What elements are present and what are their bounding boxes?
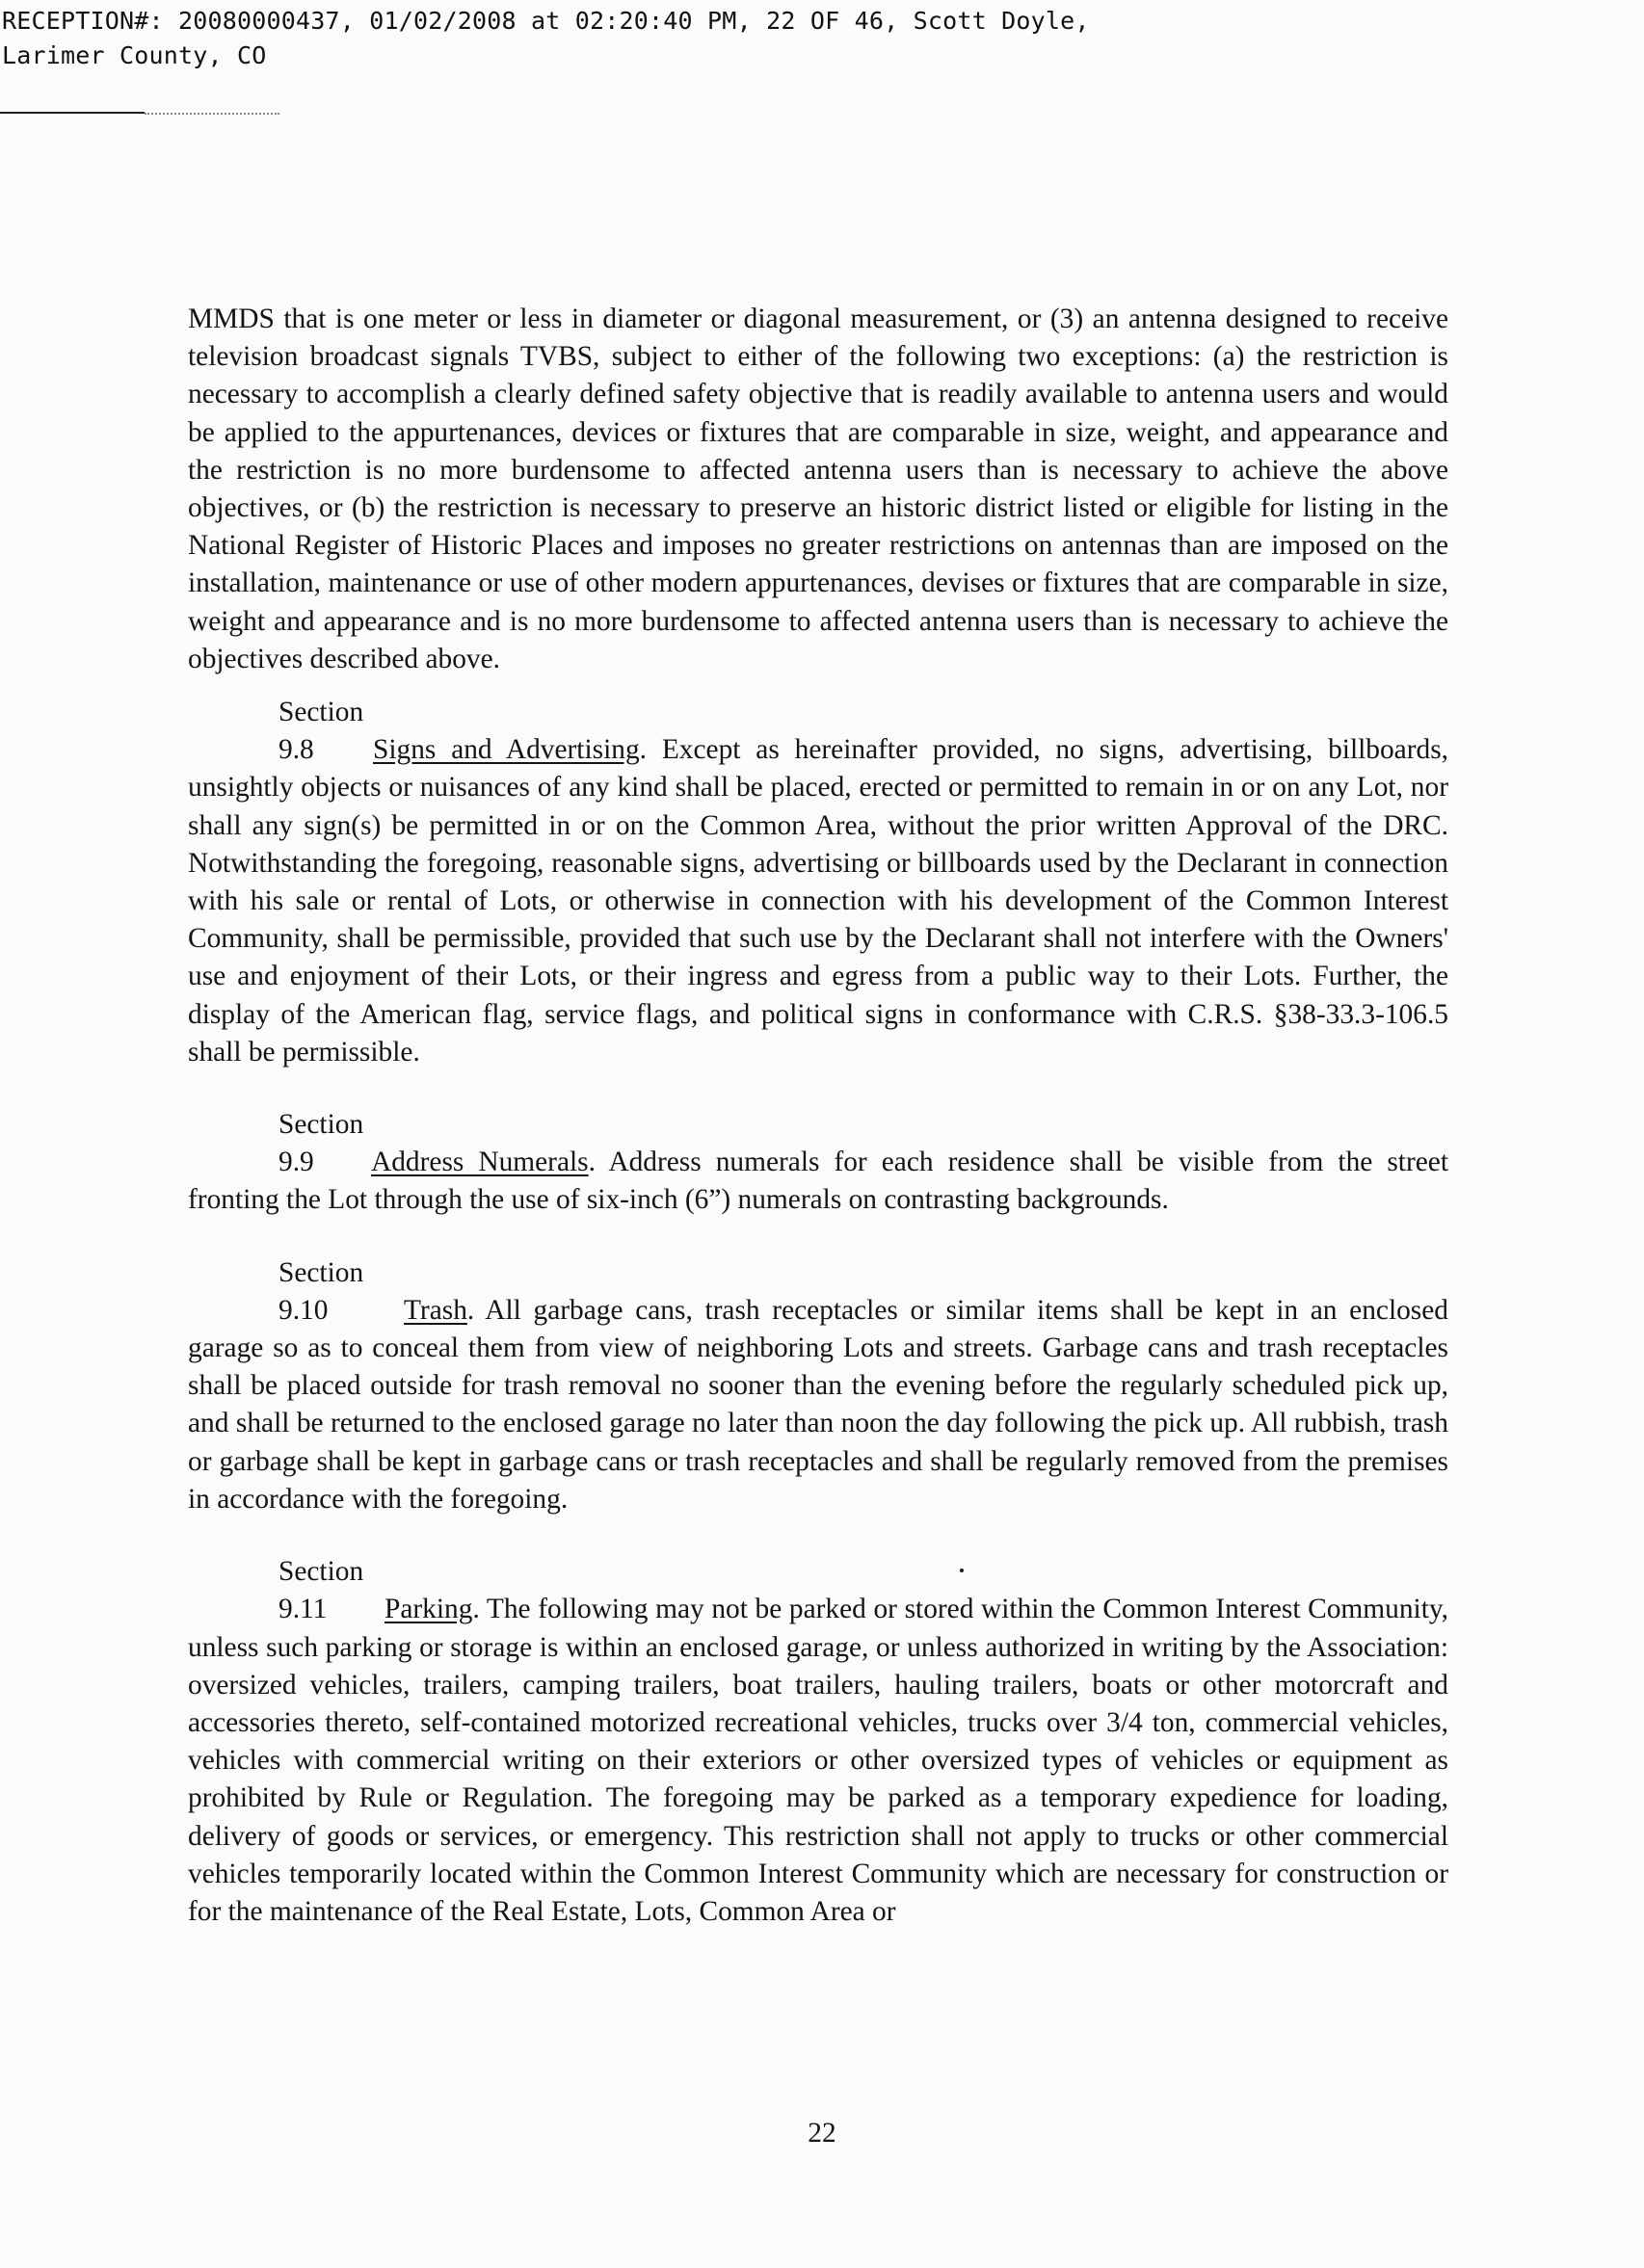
page-number: 22 [808,2118,836,2149]
section-text: . The following may not be parked or stored within the Common Interest Community, unless such parking or storage is within an enclosed garage, or unless authorized in writing by the Association: oversized vehicles, trailers, camping trailers, boat trailers, hauling trailers, boats or other motorcraft and accessories thereto, self-contained motorized recreational vehicles, trucks over 3/4 ton, commercial vehicles, vehicles with commercial writing on their exteriors or other oversized types of vehicles or equipment as prohibited by Rule or Regulation. The foregoing may be parked as a temporary expedience for loading, delivery of goods or services, or emergency. This restriction shall not apply to trucks or other commercial vehicles temporarily located within the Common Interest Community which are necessary for construction or for the maintenance of the Real Estate, Lots, Common Area or [188,1594,1448,1927]
section-title: Signs and Advertising [373,734,640,766]
scan-speck [960,1569,964,1572]
section-number: Section 9.11 [278,1556,364,1625]
section-number: Section 9.9 [278,1109,364,1178]
section-text: . Address numerals for each residence shall be visible from the street fronting the Lot through the use of six-inch (6”) numerals on contrasting backgrounds. [188,1147,1448,1216]
continuation-paragraph: MMDS that is one meter or less in diameter or diagonal measurement, or (3) an antenna designed to receive television broadcast signals TVBS, subject to either of the following two exceptions: (a) the restriction is necessary to accomplish a clearly defined safety objective that is readily available to antenna users and would be applied to the appurtenances, devices or fixtures that are comparable in size, weight, and appearance and the restriction is no more burdensome to affected antenna users than is necessary to achieve the above objectives, or (b) the restriction is necessary to preserve an historic district listed or eligible for listing in the National Register of Historic Places and imposes no greater restrictions on antennas than are imposed on the installation, maintenance or use of other modern appurtenances, devises or fixtures that are comparable in size, weight and appearance and is no more burdensome to affected antenna users than is necessary to achieve the objectives described above. [188,303,1448,674]
section-9-10-paragraph [188,1254,1448,1518]
section-title: Parking [384,1594,473,1625]
recording-stamp [2,4,1602,73]
section-title: Trash [404,1294,467,1326]
section-number: Section 9.10 [278,1256,364,1326]
section-9-11-paragraph [188,1553,1448,1931]
section-number: Section 9.8 [278,697,364,766]
section-title: Address Numerals [371,1147,589,1178]
section-text: . Except as hereinafter provided, no signs, advertising, billboards, unsightly objects or nuisances of any kind shall be placed, erected or permitted to remain in or on any Lot, nor shall any sign(s) be permitted in or on the Common Area, without the prior written Approval of the DRC. Notwithstanding the foregoing, reasonable signs, advertising or billboards used by the Declarant in connection with his sale or rental of Lots, or otherwise in connection with his development of the Common Interest Community, shall be permissible, provided that such use by the Declarant shall not interfere with the Owners' use and enjoyment of their Lots, or their ingress and egress from a public way to their Lots. Further, the display of the American flag, service flags, and political signs in conformance with C.R.S. §38-33.3-106.5 shall be permissible. [188,734,1448,1068]
header-rule-fade [145,113,279,115]
reception-number-line: RECEPTION#: 20080000437, 01/02/2008 at 02:20:40 PM, 22 OF 46, Scott Doyle, [2,7,1090,35]
document-body [188,301,1448,1931]
section-9-8-paragraph [188,694,1448,1071]
county-line: Larimer County, CO [2,41,267,69]
header-rule [0,112,145,114]
section-9-9-paragraph [188,1106,1448,1220]
section-text: . All garbage cans, trash receptacles or similar items shall be kept in an enclosed garage so as to conceal them from view of neighboring Lots and streets. Garbage cans and trash receptacles shall be placed outside for trash removal no sooner than the evening before the regularly scheduled pick up, and shall be returned to the enclosed garage no later than noon the day following the pick up. All rubbish, trash or garbage shall be kept in garbage cans or trash receptacles and shall be regularly removed from the premises in accordance with the foregoing. [188,1294,1448,1515]
